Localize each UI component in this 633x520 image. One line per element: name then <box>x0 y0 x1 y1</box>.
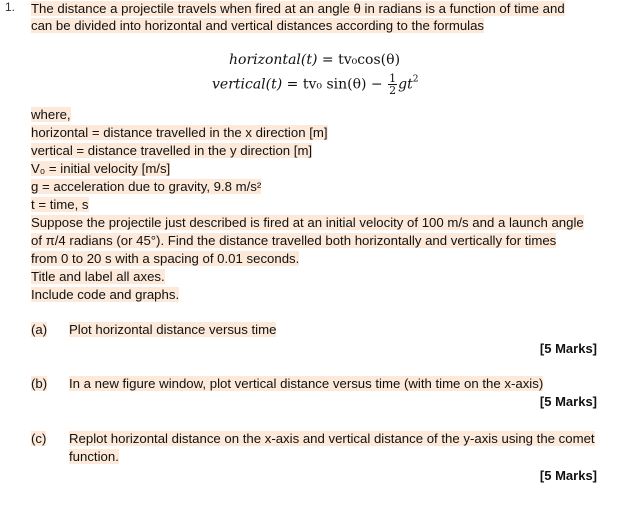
part-a-text: Plot horizontal distance versus time <box>69 322 277 337</box>
intro-line-1: The distance a projectile travels when fired at an angle θ in radians is a function of time and <box>31 1 565 16</box>
def-v0: V₀ = initial velocity [m/s] <box>31 161 171 176</box>
def-vertical: vertical = distance travelled in the y direction [m] <box>31 143 313 158</box>
problem-line-1: Suppose the projectile just described is fired at an initial velocity of 100 m/s and a launch angle <box>31 215 584 230</box>
part-c-text-line-1: Replot horizontal distance on the x-axis and vertical distance of the y-axis using the comet <box>69 431 595 446</box>
def-g: g = acceleration due to gravity, 9.8 m/s² <box>31 179 262 194</box>
horizontal-formula-lhs: horizontal(t) <box>229 52 318 68</box>
part-c-marks: [5 Marks] <box>539 468 597 483</box>
where-label: where, <box>31 107 71 122</box>
part-b-text: In a new figure window, plot vertical distance versus time (with time on the x-axis) <box>69 376 544 391</box>
vertical-formula-lhs: vertical(t) <box>212 76 283 93</box>
problem-line-4: Title and label all axes. <box>31 269 165 284</box>
intro-line-2: can be divided into horizontal and vertical distances according to the formulas <box>31 18 485 33</box>
part-a-label: (a) <box>31 322 48 337</box>
part-c-text-line-2: function. <box>69 449 119 464</box>
def-t: t = time, s <box>31 197 89 212</box>
problem-line-3: from 0 to 20 s with a spacing of 0.01 seconds. <box>31 251 300 266</box>
vertical-formula-gt: gt <box>398 76 413 93</box>
horizontal-formula <box>229 52 400 68</box>
vertical-formula-exponent: 2 <box>412 74 419 85</box>
part-b-label: (b) <box>31 376 48 391</box>
part-a-marks: [5 Marks] <box>539 341 597 356</box>
fraction-one-half: $\frac{1}{2}$ <box>389 72 397 97</box>
part-b-marks: [5 Marks] <box>539 394 597 409</box>
def-horizontal: horizontal = distance travelled in the x direction [m] <box>31 125 328 140</box>
question-number: 1. <box>5 0 16 14</box>
problem-line-5: Include code and graphs. <box>31 287 180 302</box>
problem-line-2: of π/4 radians (or 45°). Find the distance travelled both horizontally and vertically for times <box>31 233 557 248</box>
part-c-label: (c) <box>31 431 47 446</box>
vertical-formula <box>212 73 418 96</box>
vertical-formula-rhs: = tv₀ sin(θ) − <box>286 76 383 93</box>
horizontal-formula-rhs: = tv₀cos(θ) <box>321 52 401 68</box>
